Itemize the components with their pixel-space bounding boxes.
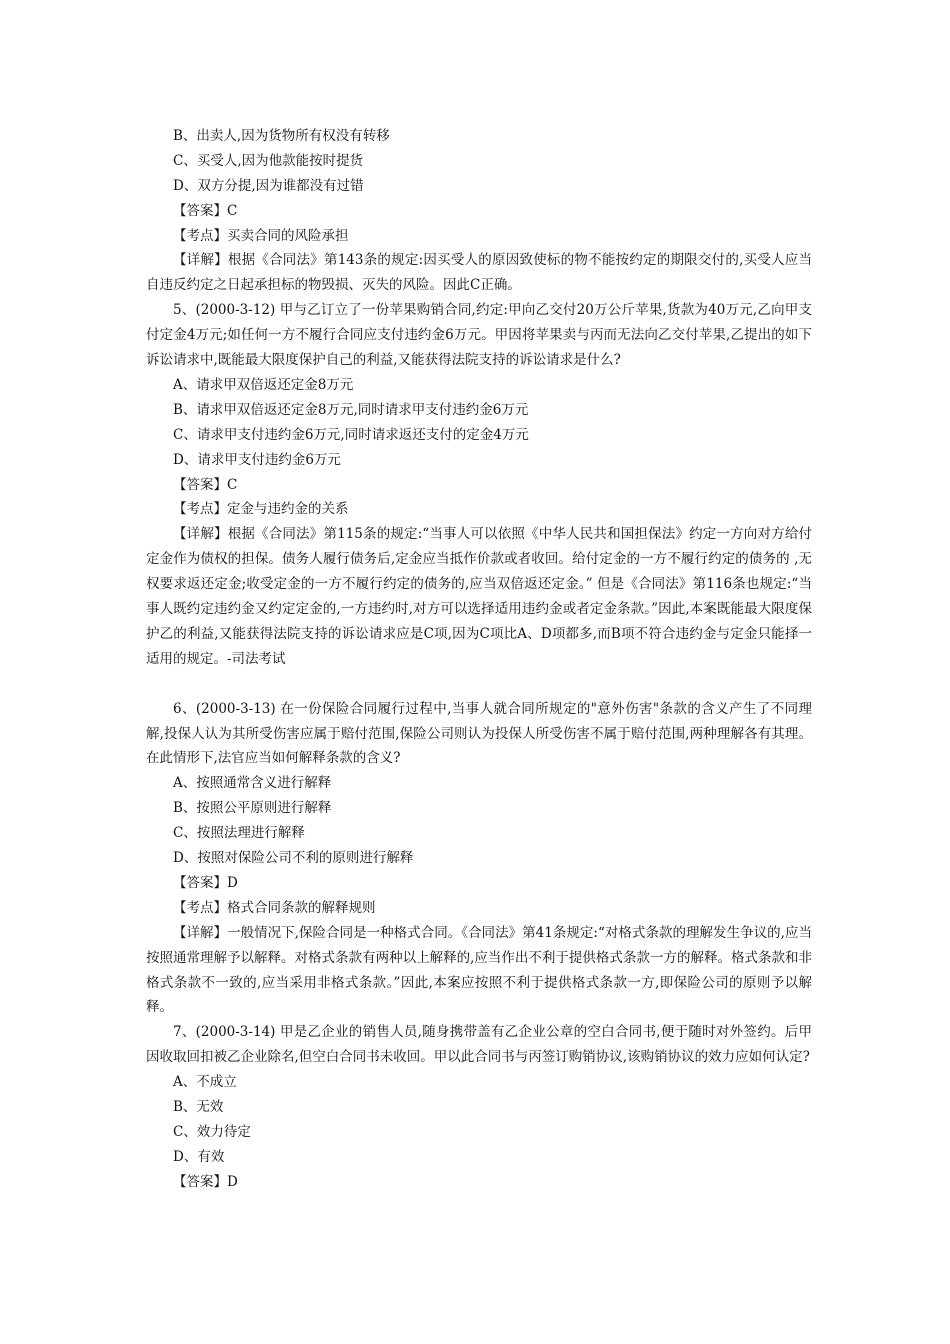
q5-option-c: C、请求甲支付违约金6万元,同时请求返还支付的定金4万元 <box>173 426 529 443</box>
q4-option-d: D、双方分提,因为谁都没有过错 <box>173 177 364 194</box>
q7-option-b: B、无效 <box>173 1099 224 1116</box>
q4-option-c: C、买受人,因为他款能按时提货 <box>173 152 364 169</box>
q5-answer: 【答案】C <box>173 476 238 493</box>
q5-option-b: B、请求甲双倍返还定金8万元,同时请求甲支付违约金6万元 <box>173 401 529 418</box>
q4-option-b: B、出卖人,因为货物所有权没有转移 <box>173 128 390 144</box>
q4-detail: 【详解】根据《合同法》第143条的规定:因买受人的原因致使标的物不能按约定的期限交付的,买受人应当自违反约定之日起承担标的物毁损、灭失的风险。因此C正确。 <box>146 252 812 294</box>
q6-option-a: A、按照通常含义进行解释 <box>173 775 332 792</box>
q5-stem: 5、(2000-3-12) 甲与乙订立了一份苹果购销合同,约定:甲向乙交付20万公斤苹果,货款为40万元,乙向甲支付定金4万元;如任何一方不履行合同应支付违约金6万元。甲因将苹果卖与丙而无法向乙交付苹果,乙提出的如下诉讼请求中,既能最大限度保护自己的利益,又能获得法院支持的诉讼请求是什么? <box>146 302 812 369</box>
q7-option-c: C、效力待定 <box>173 1123 251 1140</box>
q5-option-d: D、请求甲支付违约金6万元 <box>173 451 341 468</box>
q7-option-d: D、有效 <box>173 1148 225 1165</box>
q6-stem: 6、(2000-3-13) 在一份保险合同履行过程中,当事人就合同所规定的"意外伤害"条款的含义产生了不同理解,投保人认为其所受伤害应属于赔付范围,保险公司则认为投保人所受伤害不属于赔付范围,两种理解各有其理。在此情形下,法官应当如何解释条款的含义? <box>146 700 812 767</box>
q5-point: 【考点】定金与违约金的关系 <box>173 501 349 518</box>
q7-answer: 【答案】D <box>173 1173 238 1190</box>
q6-option-b: B、按照公平原则进行解释 <box>173 800 332 817</box>
q4-answer: 【答案】C <box>173 202 238 219</box>
q4-point: 【考点】买卖合同的风险承担 <box>173 227 349 244</box>
q6-detail: 【详解】一般情况下,保险合同是一种格式合同。《合同法》第41条规定:“对格式条款的理解发生争议的,应当按照通常理解予以解释。对格式条款有两种以上解释的,应当作出不利于提供格式条款一方的解释。格式条款和非格式条款不一致的,应当采用非格式条款。”因此,本案应按照不利于提供格式条款一方,即保险公司的原则予以解释。 <box>146 924 812 1016</box>
q6-point: 【考点】格式合同条款的解释规则 <box>173 899 376 916</box>
q6-option-c: C、按照法理进行解释 <box>173 825 305 842</box>
q6-option-d: D、按照对保险公司不利的原则进行解释 <box>173 850 414 867</box>
paragraph-gap <box>146 672 812 697</box>
q5-detail: 【详解】根据《合同法》第115条的规定:“当事人可以依照《中华人民共和国担保法》约定一方向对方给付定金作为债权的担保。债务人履行债务后,定金应当抵作价款或者收回。给付定金的一方不履行约定的债务的 ,无权要求返还定金;收受定金的一方不履行约定的债务的,应当双倍返还定金。” 但是《合同法》第116条也规定:“当事人既约定违约金又约定定金的,一方违约时,对方可以选择适用违约金或者定金条款。”因此,本案既能最大限度保护乙的利益,又能获得法院支持的诉讼请求应是C项,因为C项比A、D项都多,而B项不符合违约金与定金只能择一适用的规定。-司法考试 <box>146 526 812 667</box>
q6-answer: 【答案】D <box>173 874 238 891</box>
q7-option-a: A、不成立 <box>173 1074 237 1091</box>
q5-option-a: A、请求甲双倍返还定金8万元 <box>173 376 354 393</box>
q7-stem: 7、(2000-3-14) 甲是乙企业的销售人员,随身携带盖有乙企业公章的空白合同书,便于随时对外签约。后甲因收取回扣被乙企业除名,但空白合同书未收回。甲以此合同书与丙签订购销协议,该购销协议的效力应如何认定? <box>146 1024 812 1066</box>
document-body <box>146 124 812 1195</box>
